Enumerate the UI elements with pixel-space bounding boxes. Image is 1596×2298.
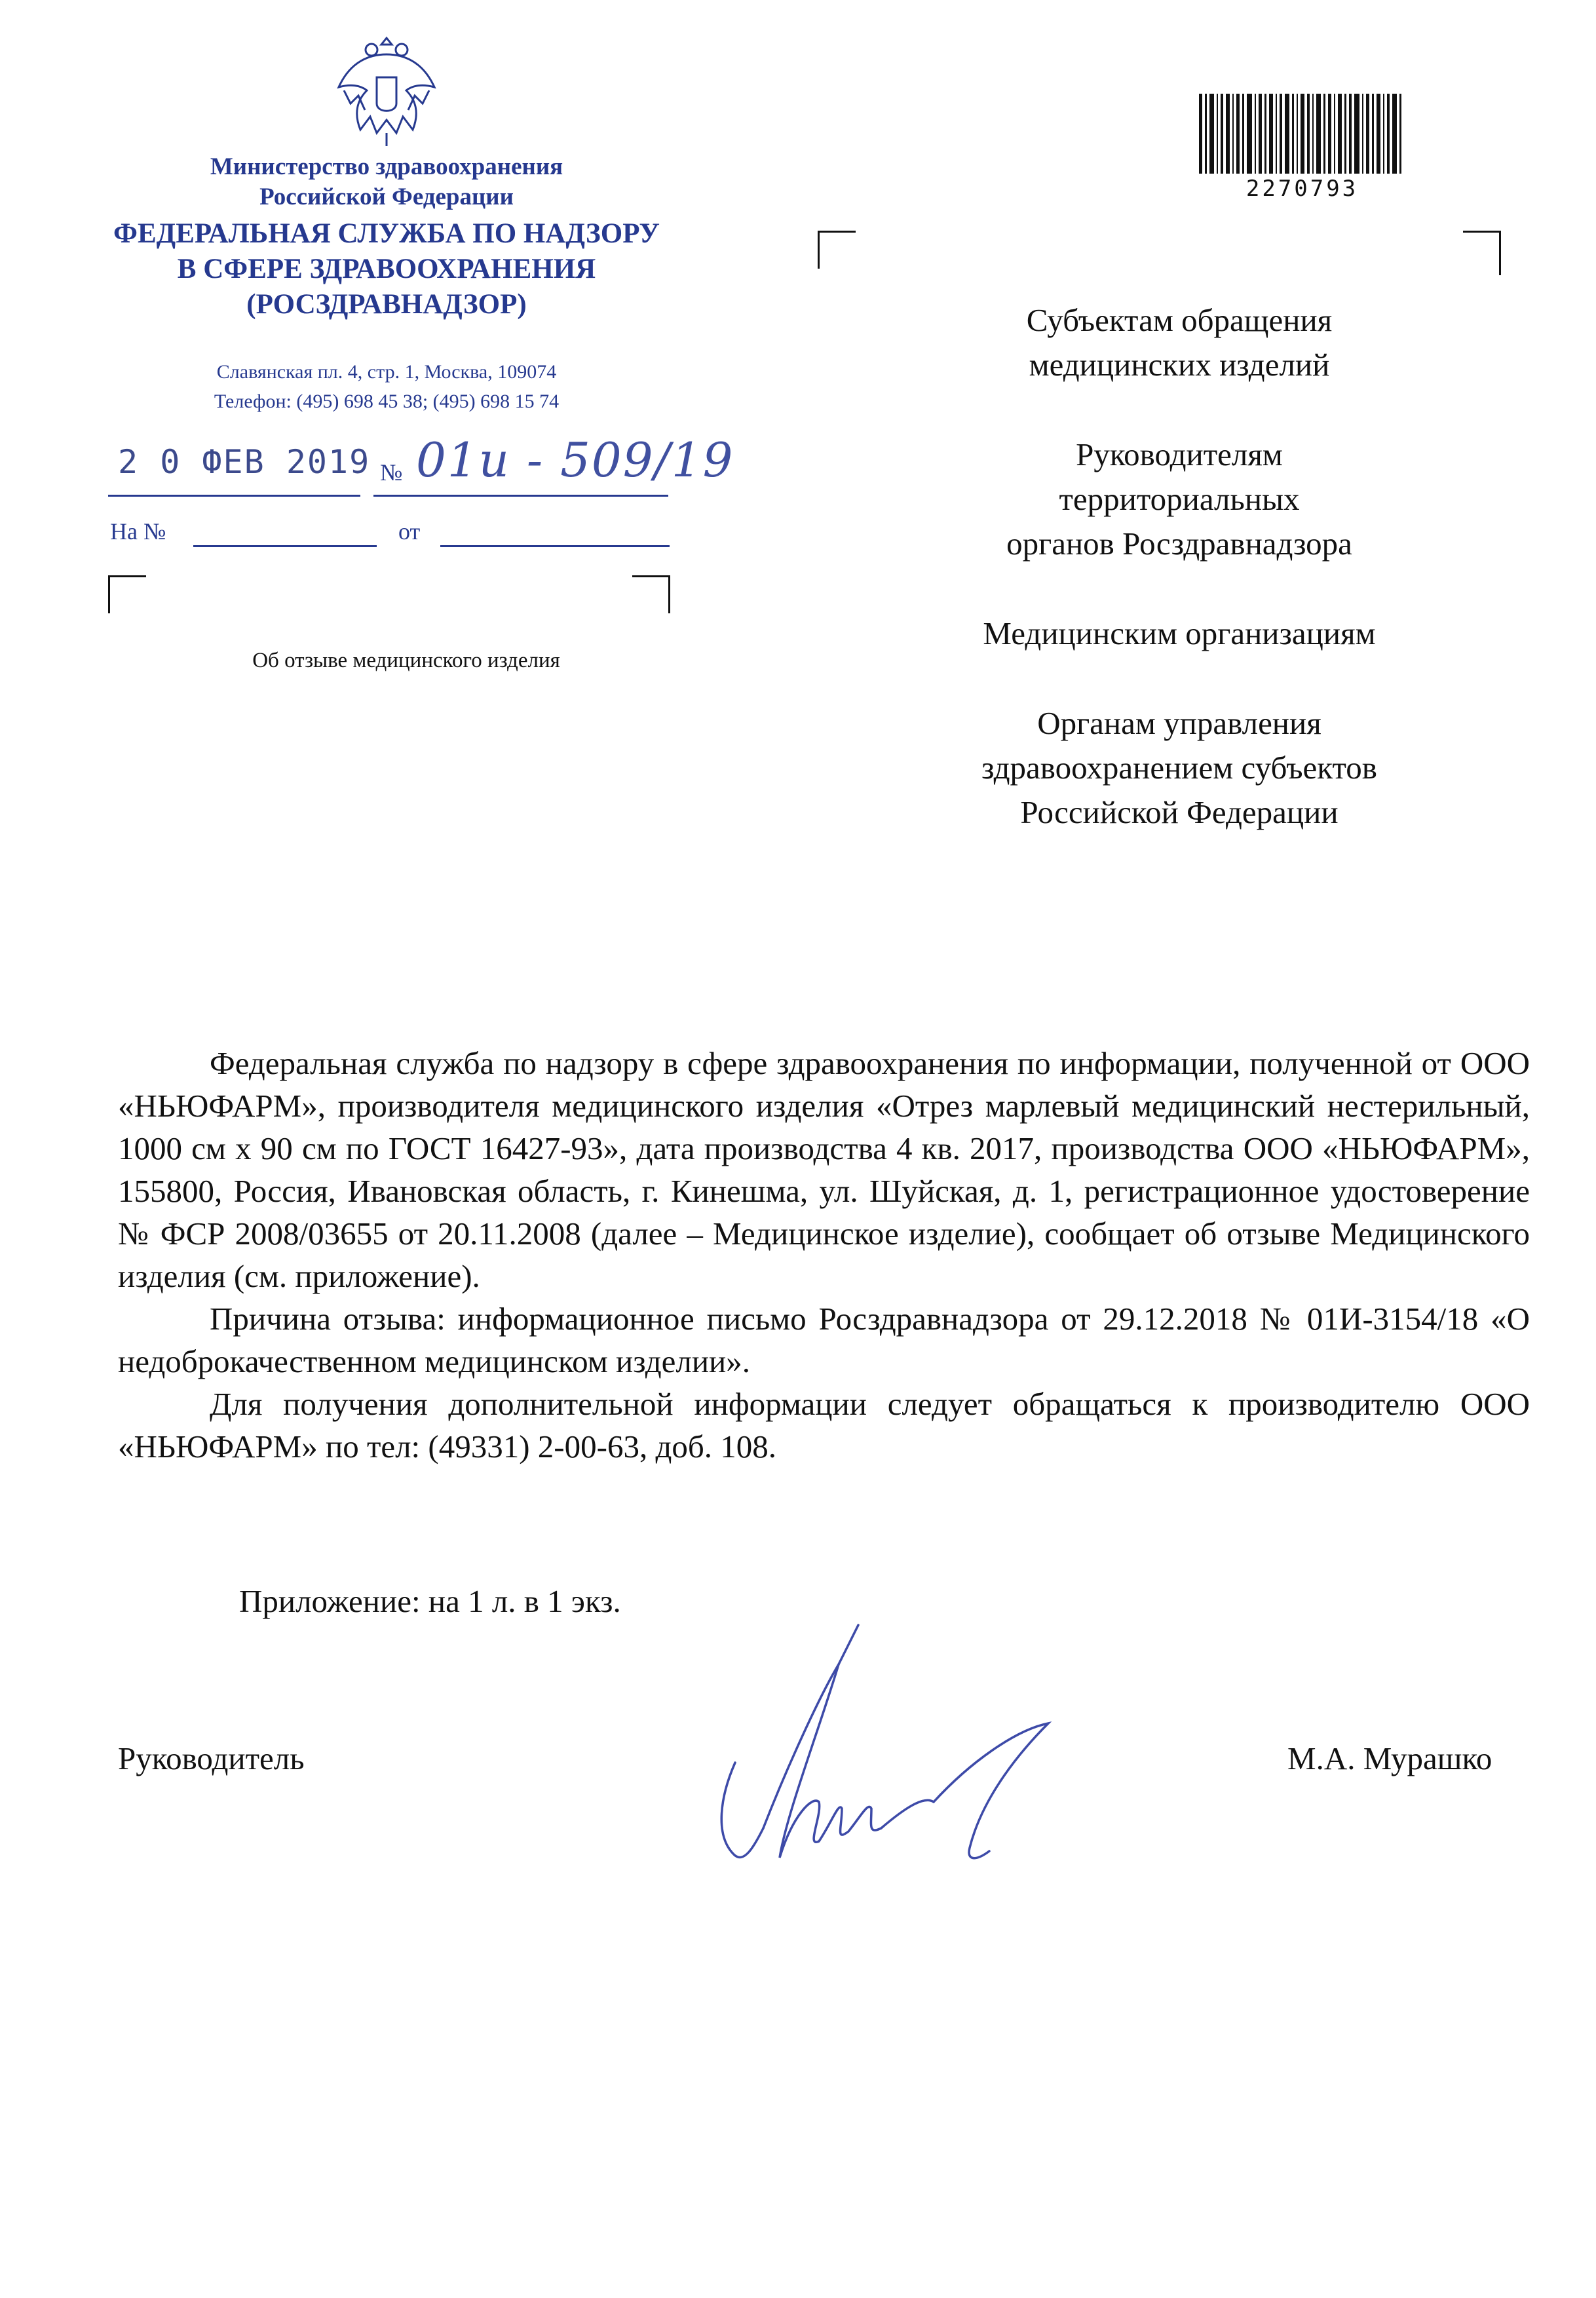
ministry-name — [105, 152, 668, 212]
from-label: от — [398, 518, 421, 545]
from-underline — [440, 545, 670, 547]
body-paragraph-3: Для получения дополнительной информации следует обращаться к производителю ООО «НЬЮФАРМ» по тел: (49331) 2-00-63, доб. 108. — [118, 1386, 1530, 1465]
number-underline — [373, 495, 668, 497]
letter-subject: Об отзыве медицинского изделия — [252, 649, 560, 672]
service-name — [98, 216, 675, 322]
outgoing-number: 01и - 509/19 — [416, 432, 734, 488]
signatory-name: М.А. Мурашко — [1287, 1740, 1492, 1776]
number-label: № — [380, 459, 403, 486]
addressee-1: Субъектам обращения медицинских изделий — [1026, 302, 1333, 383]
address: Славянская пл. 4, стр. 1, Москва, 109074 — [216, 361, 557, 383]
service-line-2: В СФЕРЕ ЗДРАВООХРАНЕНИЯ — [177, 254, 596, 284]
coat-of-arms-icon — [331, 25, 442, 149]
appendix-note: Приложение: на 1 л. в 1 экз. — [239, 1583, 621, 1619]
addressee-4: Органам управления здравоохранением субъектов Российской Федерации — [981, 705, 1377, 830]
date-stamp: 2 0 ФЕВ 2019 — [118, 443, 371, 481]
signatory-title: Руководитель — [118, 1740, 305, 1776]
addressee-corner-right — [1463, 231, 1501, 275]
letter-body — [118, 1042, 1530, 1468]
ministry-line-2: Российской Федерации — [259, 183, 514, 210]
phone: Телефон: (495) 698 45 38; (495) 698 15 74 — [214, 391, 560, 412]
body-paragraph-1: Федеральная служба по надзору в сфере здравоохранения по информации, полученной от ООО «НЬЮФАРМ», производителя медицинского изделия «Отрез марлевый медицинский нестерильный, 1000 см х 90 см по ГОСТ 16427-93», дата производства 4 кв. 2017, производства ООО «НЬЮФАРМ», 155800, Россия, Ивановская область, г. Кинешма, ул. Шуйская, д. 1, регистрационное удостоверение № ФСР 2008/03655 от 20.11.2008 (далее – Медицинское изделие), сообщает об отзыве Медицинского изделия (см. приложение). — [118, 1045, 1530, 1294]
body-paragraph-2: Причина отзыва: информационное письмо Росздравнадзора от 29.12.2018 № 01И-3154/18 «О недоброкачественном медицинском изделии». — [118, 1301, 1530, 1379]
addressee-3: Медицинским организациям — [983, 615, 1376, 651]
address-block — [105, 357, 668, 416]
barcode-number: 2270793 — [1245, 176, 1359, 202]
corner-mark-left — [108, 575, 146, 613]
service-line-3: (РОСЗДРАВНАДЗОР) — [246, 289, 527, 320]
corner-mark-right — [632, 575, 670, 613]
service-line-1: ФЕДЕРАЛЬНАЯ СЛУЖБА ПО НАДЗОРУ — [113, 218, 660, 249]
addressee-corner-left — [818, 231, 856, 269]
ministry-line-1: Министерство здравоохранения — [210, 153, 563, 180]
date-underline — [108, 495, 360, 497]
barcode — [1199, 94, 1405, 174]
reply-label: На № — [110, 518, 166, 545]
addressee-2: Руководителям территориальных органов Росздравнадзора — [1006, 436, 1352, 562]
reply-underline — [193, 545, 377, 547]
handwritten-signature — [708, 1599, 1127, 1887]
